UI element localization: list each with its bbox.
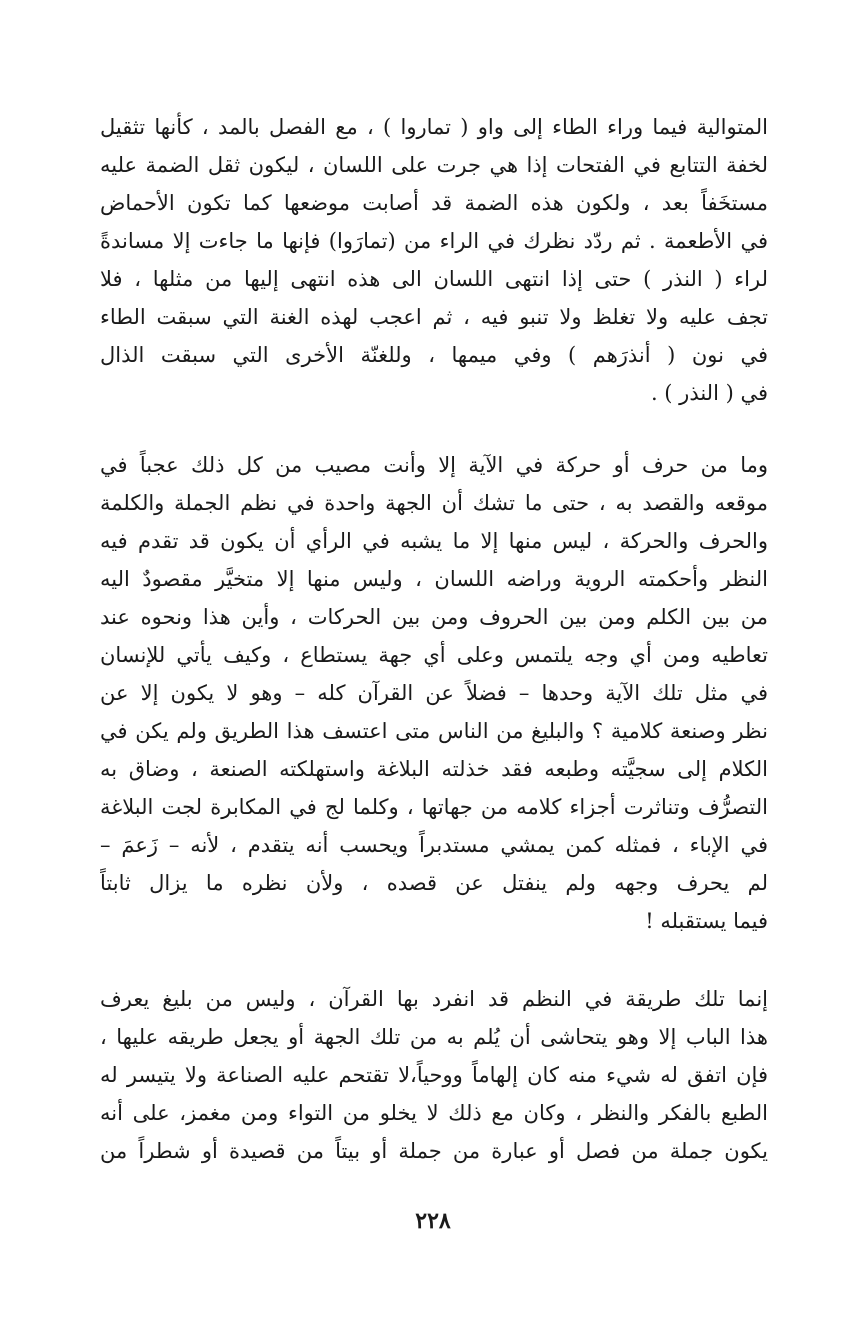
text-line: مستخَفاً بعد ، ولكون هذه الضمة قد أصابت موضعها كما تكون الأحماض (100, 191, 768, 215)
text-line: فإن اتفق له شيء منه كان إلهاماً ووحياً،لا تقتحم عليه الصناعة ولا يتيسر له (100, 1063, 768, 1087)
text-line: في مثل تلك الآية وحدها – فضلاً عن القرآن كله – وهو لا يكون إلا عن (100, 681, 768, 705)
text-line: في الأطعمة . ثم ردّد نظرك في الراء من (تمارَوا) فإنها ما جاءت إلا مساندةً (100, 229, 768, 253)
paragraph-3 (100, 980, 768, 1170)
text-line: موقعه والقصد به ، حتى ما تشك أن الجهة واحدة في نظم الجملة والكلمة (100, 491, 768, 515)
paragraph-2 (100, 446, 768, 940)
text-line: نظر وصنعة كلامية ؟ والبليغ من الناس متى اعتسف هذا الطريق ولم يكن في (100, 719, 768, 743)
text-line: يكون جملة من فصل أو عبارة من جملة أو بيتاً من قصيدة أو شطراً من (100, 1139, 768, 1163)
text-line: هذا الباب إلا وهو يتحاشى أن يُلم به من تلك الجهة أو يجعل طريقه عليها ، (100, 1025, 768, 1049)
text-line: من بين الكلم ومن بين الحروف ومن بين الحركات ، وأين هذا ونحوه عند (100, 605, 768, 629)
paragraph-1 (100, 108, 768, 412)
text-line: فيما يستقبله ! (645, 909, 768, 933)
text-line: لخفة التتابع في الفتحات إذا هي جرت على اللسان ، ليكون ثقل الضمة عليه (100, 153, 768, 177)
text-line: التصرُّف وتناثرت أجزاء كلامه من جهاتها ، وكلما لج في المكابرة لجت البلاغة (100, 795, 768, 819)
text-line: إنما تلك طريقة في النظم قد انفرد بها القرآن ، وليس من بليغ يعرف (100, 987, 768, 1011)
text-line: تعاطيه ومن أي وجه يلتمس وعلى أي جهة يستطاع ، وكيف يأتي للإنسان (100, 643, 768, 667)
text-line: لراء ( النذر ) حتى إذا انتهى اللسان الى هذه انتهى إليها من مثلها ، فلا (100, 267, 768, 291)
text-line: لم يحرف وجهه ولم ينفتل عن قصده ، ولأن نظره ما يزال ثابتاً (100, 871, 768, 895)
text-line: الطبع بالفكر والنظر ، وكان مع ذلك لا يخلو من التواء ومن مغمز، على أنه (100, 1101, 768, 1125)
text-line: الكلام إلى سجيَّته وطبعه فقد خذلته البلاغة واستهلكته الصنعة ، وضاق به (100, 757, 768, 781)
text-line: في ( النذر ) . (650, 381, 768, 405)
text-line: المتوالية فيما وراء الطاء إلى واو ( تماروا ) ، مع الفصل بالمد ، كأنها تثقيل (100, 115, 768, 139)
text-line: في نون ( أنذرَهم ) وفي ميمها ، وللغنّة الأخرى التي سبقت الذال (100, 343, 768, 367)
text-line: تجف عليه ولا تغلظ ولا تنبو فيه ، ثم اعجب لهذه الغنة التي سبقت الطاء (100, 305, 768, 329)
text-line: وما من حرف أو حركة في الآية إلا وأنت مصيب من كل ذلك عجباً في (100, 453, 768, 477)
text-line: النظر وأحكمته الروية وراضه اللسان ، وليس منها إلا متخيَّر مقصودٌ اليه (100, 567, 768, 591)
page-number: ٢٢٨ (415, 1208, 451, 1234)
text-line: في الإباء ، فمثله كمن يمشي مستدبراً ويحسب أنه يتقدم ، لأنه – زَعمَ – (100, 833, 768, 857)
text-line: والحرف والحركة ، ليس منها إلا ما يشبه في الرأي أن يكون قد تقدم فيه (100, 529, 768, 553)
